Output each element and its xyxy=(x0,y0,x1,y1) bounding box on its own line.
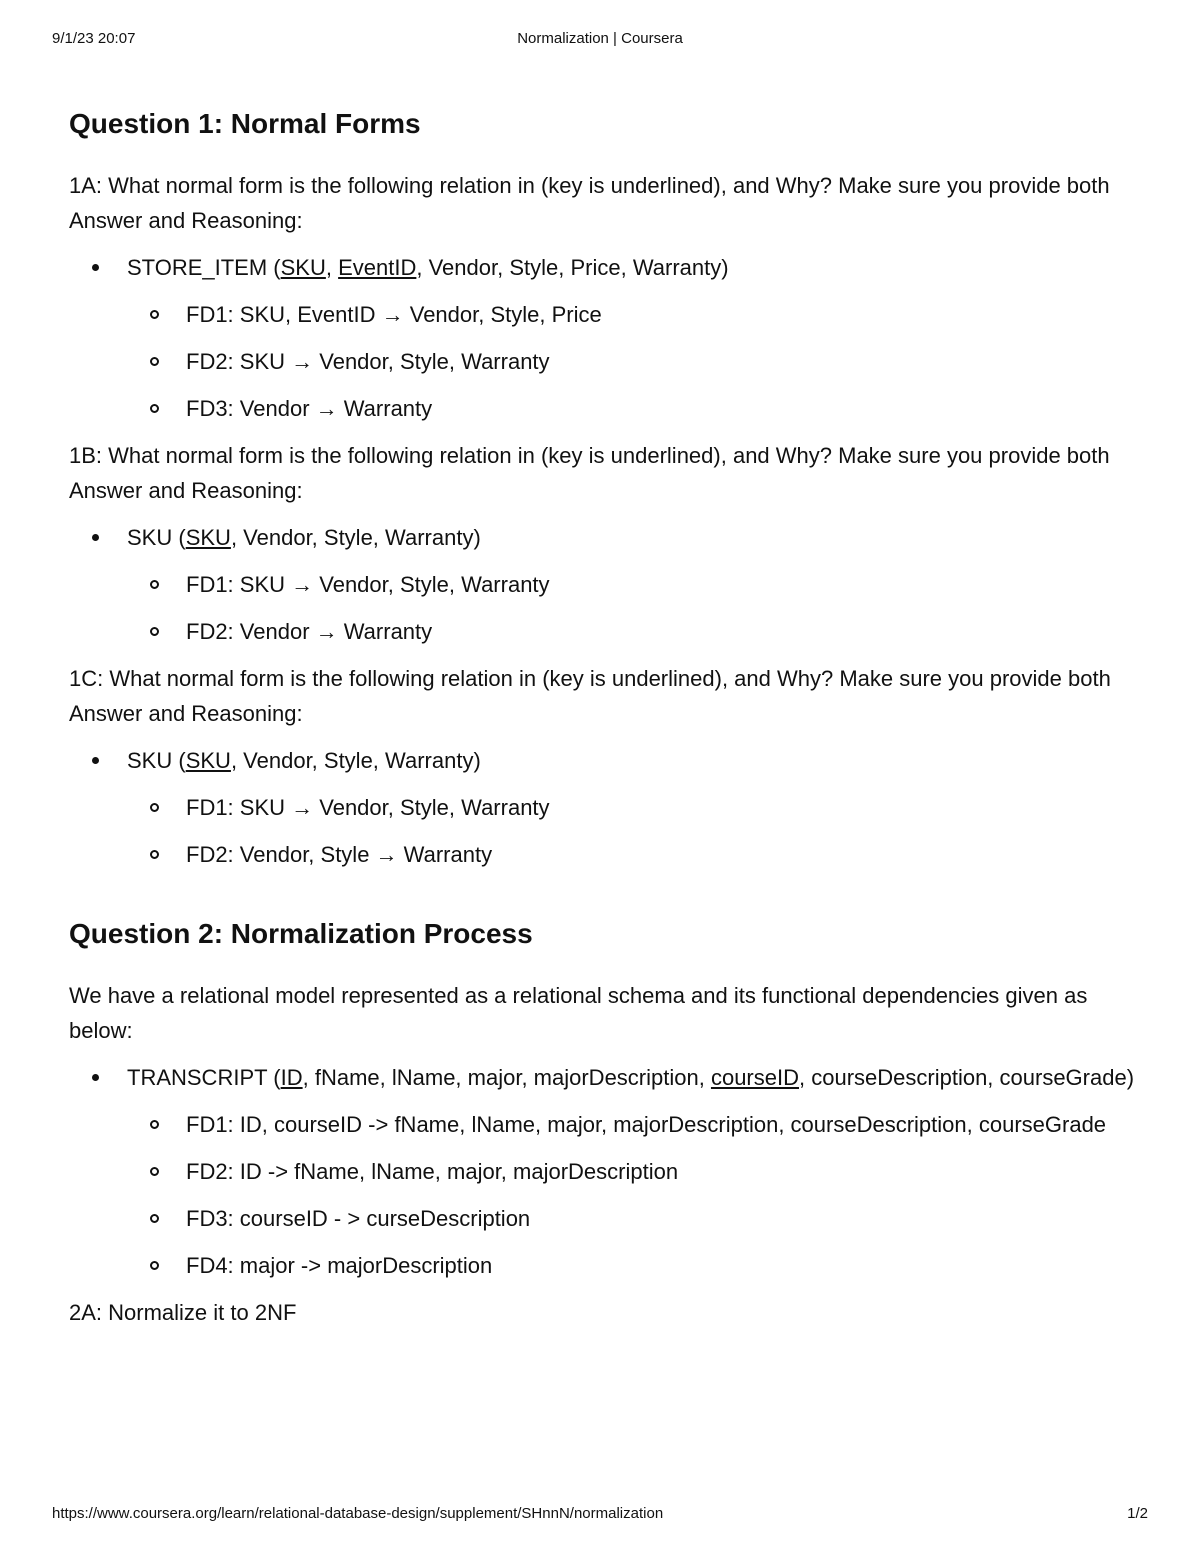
circle-bullet-icon xyxy=(150,627,159,636)
bullet-icon xyxy=(92,264,99,271)
fd-item xyxy=(127,344,1144,379)
question-1b-relation-list xyxy=(69,520,1144,649)
fd-text: FD2: Vendor, Style → Warranty xyxy=(186,842,493,867)
key-attribute: SKU xyxy=(185,525,231,550)
fd-list xyxy=(127,1107,1144,1283)
circle-bullet-icon xyxy=(150,1120,159,1129)
question-1c-text: 1C: What normal form is the following relation in (key is underlined), and Why? Make sure you provide both Answer and Reasoning: xyxy=(69,666,1111,726)
relation-attributes: , fName, lName, major, majorDescription, xyxy=(302,1065,711,1090)
document-body xyxy=(69,100,1144,1342)
circle-bullet-icon xyxy=(150,1214,159,1223)
fd-text: FD1: SKU, EventID → Vendor, Style, Price xyxy=(186,302,602,327)
relation-attributes: , Vendor, Style, Warranty) xyxy=(230,748,481,773)
footer-url: https://www.coursera.org/learn/relational-database-design/supplement/SHnnN/normalization xyxy=(52,1505,664,1522)
relation-transcript xyxy=(69,1060,1144,1283)
fd-text: FD4: major -> majorDescription xyxy=(186,1253,493,1278)
question-1b-text: 1B: What normal form is the following relation in (key is underlined), and Why? Make sure you provide both Answer and Reasoning: xyxy=(69,443,1110,503)
relation-name: SKU ( xyxy=(127,525,186,550)
question-2-intro: We have a relational model represented as a relational schema and its functional dependencies given as below: xyxy=(69,983,1088,1043)
fd-item xyxy=(127,1201,1144,1236)
fd-list xyxy=(127,567,1144,649)
question-2-heading: Question 2: Normalization Process xyxy=(69,918,533,949)
relation-attributes: , Vendor, Style, Price, Warranty) xyxy=(416,255,729,280)
fd-text: FD1: SKU → Vendor, Style, Warranty xyxy=(186,795,550,820)
fd-item xyxy=(127,567,1144,602)
header-datetime: 9/1/23 20:07 xyxy=(52,30,136,47)
question-1a-text: 1A: What normal form is the following relation in (key is underlined), and Why? Make sure you provide both Answer and Reasoning: xyxy=(69,173,1110,233)
fd-text: FD3: Vendor → Warranty xyxy=(186,396,433,421)
circle-bullet-icon xyxy=(150,1167,159,1176)
question-1-heading: Question 1: Normal Forms xyxy=(69,108,421,139)
circle-bullet-icon xyxy=(150,1261,159,1270)
question-2-relation-list xyxy=(69,1060,1144,1283)
fd-text: FD3: courseID - > curseDescription xyxy=(186,1206,531,1231)
bullet-icon xyxy=(92,757,99,764)
fd-list xyxy=(127,297,1144,426)
fd-item xyxy=(127,1154,1144,1189)
key-attribute: ID xyxy=(280,1065,303,1090)
relation-attributes: , Vendor, Style, Warranty) xyxy=(230,525,481,550)
fd-item xyxy=(127,391,1144,426)
fd-item xyxy=(127,1248,1144,1283)
fd-text: FD1: ID, courseID -> fName, lName, major, majorDescription, courseDescription, courseGrade xyxy=(186,1112,1107,1137)
question-1c-relation-list xyxy=(69,743,1144,872)
footer-page-number: 1/2 xyxy=(1127,1505,1148,1522)
relation-name: SKU ( xyxy=(127,748,186,773)
fd-item xyxy=(127,837,1144,872)
fd-text: FD2: Vendor → Warranty xyxy=(186,619,433,644)
circle-bullet-icon xyxy=(150,310,159,319)
relation-sku xyxy=(69,743,1144,872)
bullet-icon xyxy=(92,1074,99,1081)
key-attribute: SKU xyxy=(185,748,231,773)
relation-attributes: , courseDescription, courseGrade) xyxy=(799,1065,1135,1090)
relation-store-item xyxy=(69,250,1144,426)
relation-sku xyxy=(69,520,1144,649)
key-attribute: SKU xyxy=(280,255,326,280)
fd-item xyxy=(127,1107,1144,1142)
bullet-icon xyxy=(92,534,99,541)
fd-item xyxy=(127,614,1144,649)
circle-bullet-icon xyxy=(150,803,159,812)
key-attribute: courseID xyxy=(710,1065,799,1090)
circle-bullet-icon xyxy=(150,357,159,366)
key-attribute: EventID xyxy=(338,255,417,280)
fd-text: FD1: SKU → Vendor, Style, Warranty xyxy=(186,572,550,597)
circle-bullet-icon xyxy=(150,850,159,859)
relation-separator: , xyxy=(325,255,339,280)
fd-text: FD2: SKU → Vendor, Style, Warranty xyxy=(186,349,550,374)
circle-bullet-icon xyxy=(150,580,159,589)
question-1a-relation-list xyxy=(69,250,1144,426)
circle-bullet-icon xyxy=(150,404,159,413)
fd-text: FD2: ID -> fName, lName, major, majorDescription xyxy=(186,1159,679,1184)
header-page-title: Normalization | Coursera xyxy=(517,30,683,47)
relation-name: STORE_ITEM ( xyxy=(127,255,281,280)
fd-item xyxy=(127,297,1144,332)
fd-item xyxy=(127,790,1144,825)
fd-list xyxy=(127,790,1144,872)
relation-name: TRANSCRIPT ( xyxy=(127,1065,281,1090)
question-2a-text: 2A: Normalize it to 2NF xyxy=(69,1300,297,1325)
